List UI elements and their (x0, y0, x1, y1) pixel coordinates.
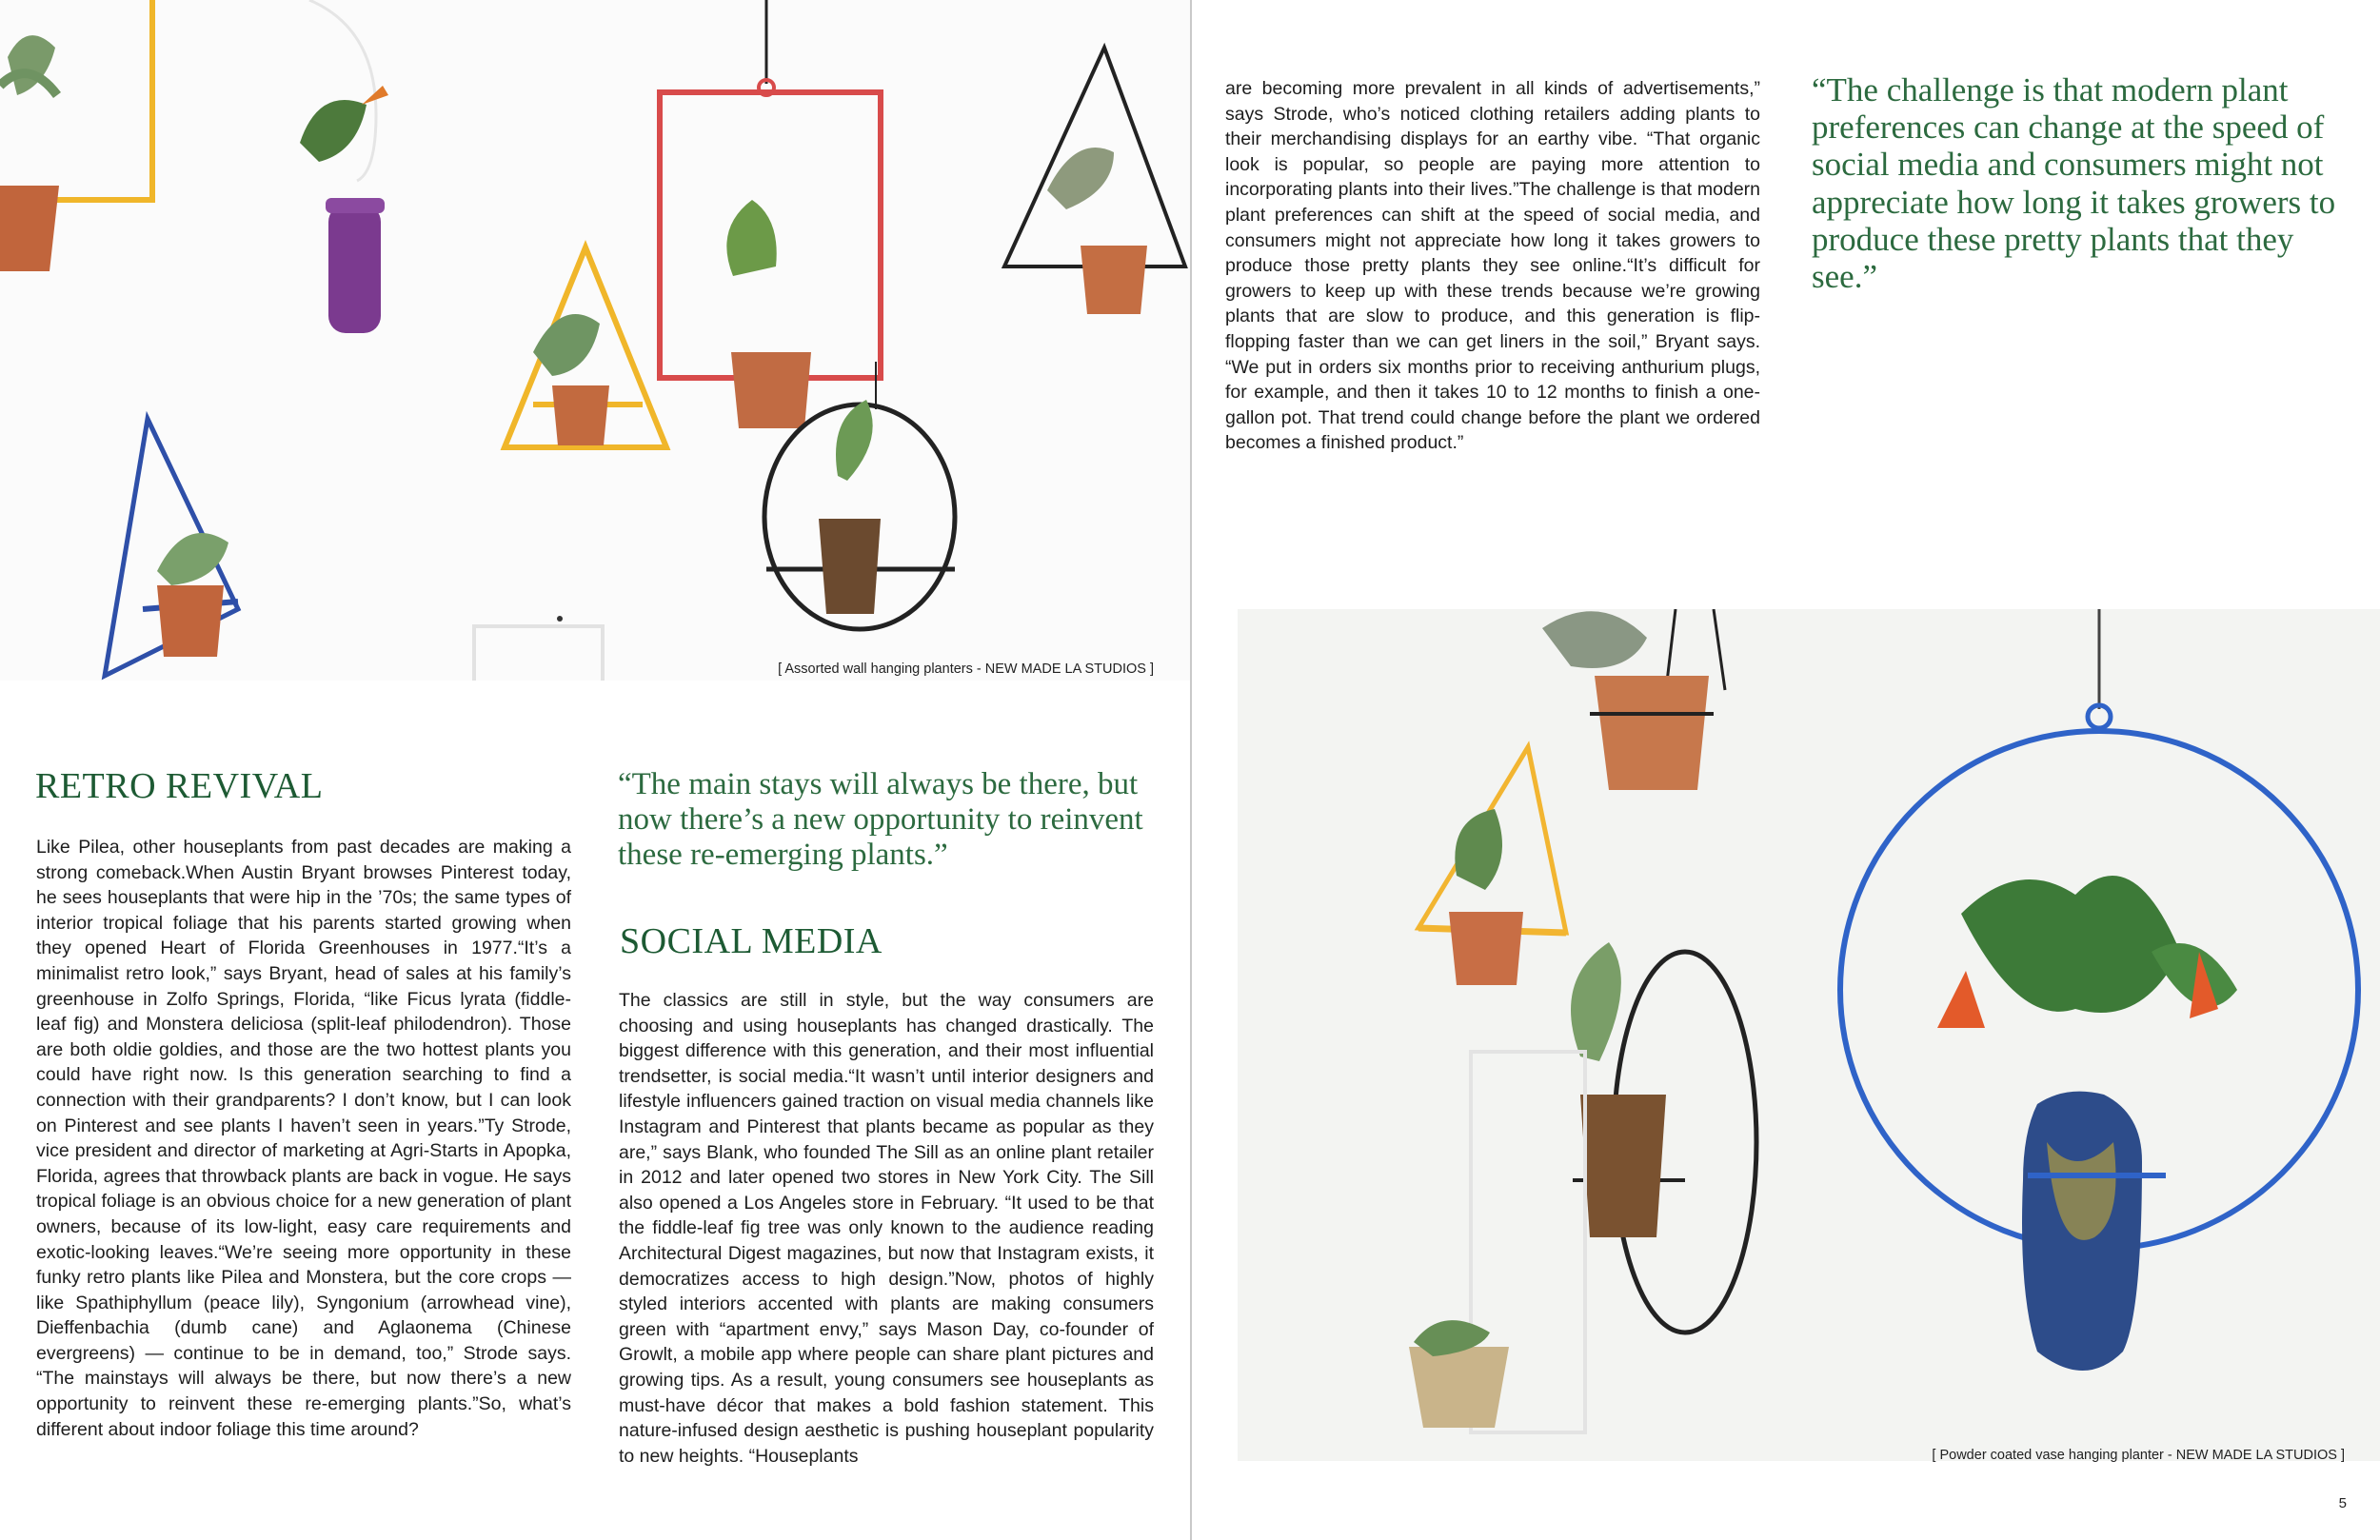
pull-quote-left: “The main stays will always be there, but now there’s a new opportunity to reinvent these re-emerging plants.” (618, 767, 1143, 872)
photo-caption-right: [ Powder coated vase hanging planter - NEW MADE LA STUDIOS ] (1932, 1448, 2345, 1463)
page-number: 5 (2338, 1495, 2347, 1511)
photo-caption-left: [ Assorted wall hanging planters - NEW MADE LA STUDIOS ] (778, 661, 1154, 677)
continued-body-text: are becoming more prevalent in all kinds of advertisements,” says Strode, who’s noticed clothing retailers adding plants to their merchandising displays for an earthy vibe. “That organic look is popular, so people are paying more attention to incorporating plants into their lives.”The challenge is that modern plant preferences can shift at the speed of social media, and consumers might not appreciate how long it takes growers to produce those pretty plants they see online.“It’s difficult for growers to keep up with these trends because we’re growing plants that are slow to produce, and this generation is flip-flopping faster than we can get liners in the soil,” Bryant says. “We put in orders six months prior to receiving anthurium plugs, for example, and then it takes 10 to 12 months to finish a one-gallon pot. That trend could change before the plant we ordered becomes a finished product.” (1225, 78, 1760, 454)
page-spine (1190, 0, 1192, 1540)
retro-revival-body: Like Pilea, other houseplants from past decades are making a strong comeback.When Austin Bryant browses Pinterest today, he sees houseplants that were hip in the ’70s; the same types of interior tropical foliage that his parents started growing when they opened Heart of Florida Greenhouses in 1977.“It’s a minimalist retro look,” says Bryant, head of sales at his family’s greenhouse in Zolfo Springs, Florida, “like Ficus lyrata (fiddle-leaf fig) and Monstera deliciosa (split-leaf philodendron). Those are both oldie goldies, and those are the two hottest plants you could have right now. Is this generation searching to find a connection with their grandparents? I don’t know, but I can look on Pinterest and see plants I haven’t seen in years.”Ty Strode, vice president and director of marketing at Agri-Starts in Apopka, Florida, agrees that throwback plants are back in vogue. He says tropical foliage is an obvious choice for a new generation of plant owners, because of its low-light, easy care requirements and exotic-looking leaves.“We’re seeing more opportunity in these funky retro plants like Pilea and Monstera, but the core crops — like Spathiphyllum (peace lily), Syngonium (arrowhead vine), Dieffenbachia (dumb cane) and Aglaonema (Chinese evergreens) — continue to be in demand, too,” Strode says. “The mainstays will always be there, but now there’s a new opportunity to reinvent these re-emerging plants.”So, what’s different about indoor foliage this time around? (36, 837, 571, 1440)
planters-photo-left (0, 0, 1190, 681)
social-media-body: The classics are still in style, but the way consumers are choosing and using houseplants has changed drastically. The biggest difference with this generation, and their most influential trendsetter, is social media.“It wasn’t until interior designers and lifestyle influencers gained traction on visual media channels like Instagram and Pinterest that plants became as popular as they are,” says Blank, who founded The Sill as an online plant retailer in 2012 and later opened two stores in New York City. The Sill also opened a Los Angeles store in February. “It used to be that the fiddle-leaf fig tree was only known to the audience reading Architectural Digest magazines, but now that Instagram exists, it democratizes access to high design.”Now, photos of highly styled interiors accented with plants are making consumers green with “apartment envy,” says Mason Day, co-founder of Growlt, a mobile app where people can share plant pictures and growing tips. As a result, young consumers see houseplants as must-have décor that makes a bold fashion statement. This nature-infused design aesthetic is pushing houseplant popularity to new heights. “Houseplants (619, 990, 1154, 1467)
pull-quote-right: “The challenge is that modern plant preferences can change at the speed of social media and consumers might not appreciate how long it takes growers to produce these pretty plants that they see.” (1812, 71, 2336, 295)
retro-revival-heading: RETRO REVIVAL (35, 766, 324, 806)
vase-planter-photo (1238, 609, 2380, 1461)
social-media-heading: SOCIAL MEDIA (620, 921, 883, 961)
